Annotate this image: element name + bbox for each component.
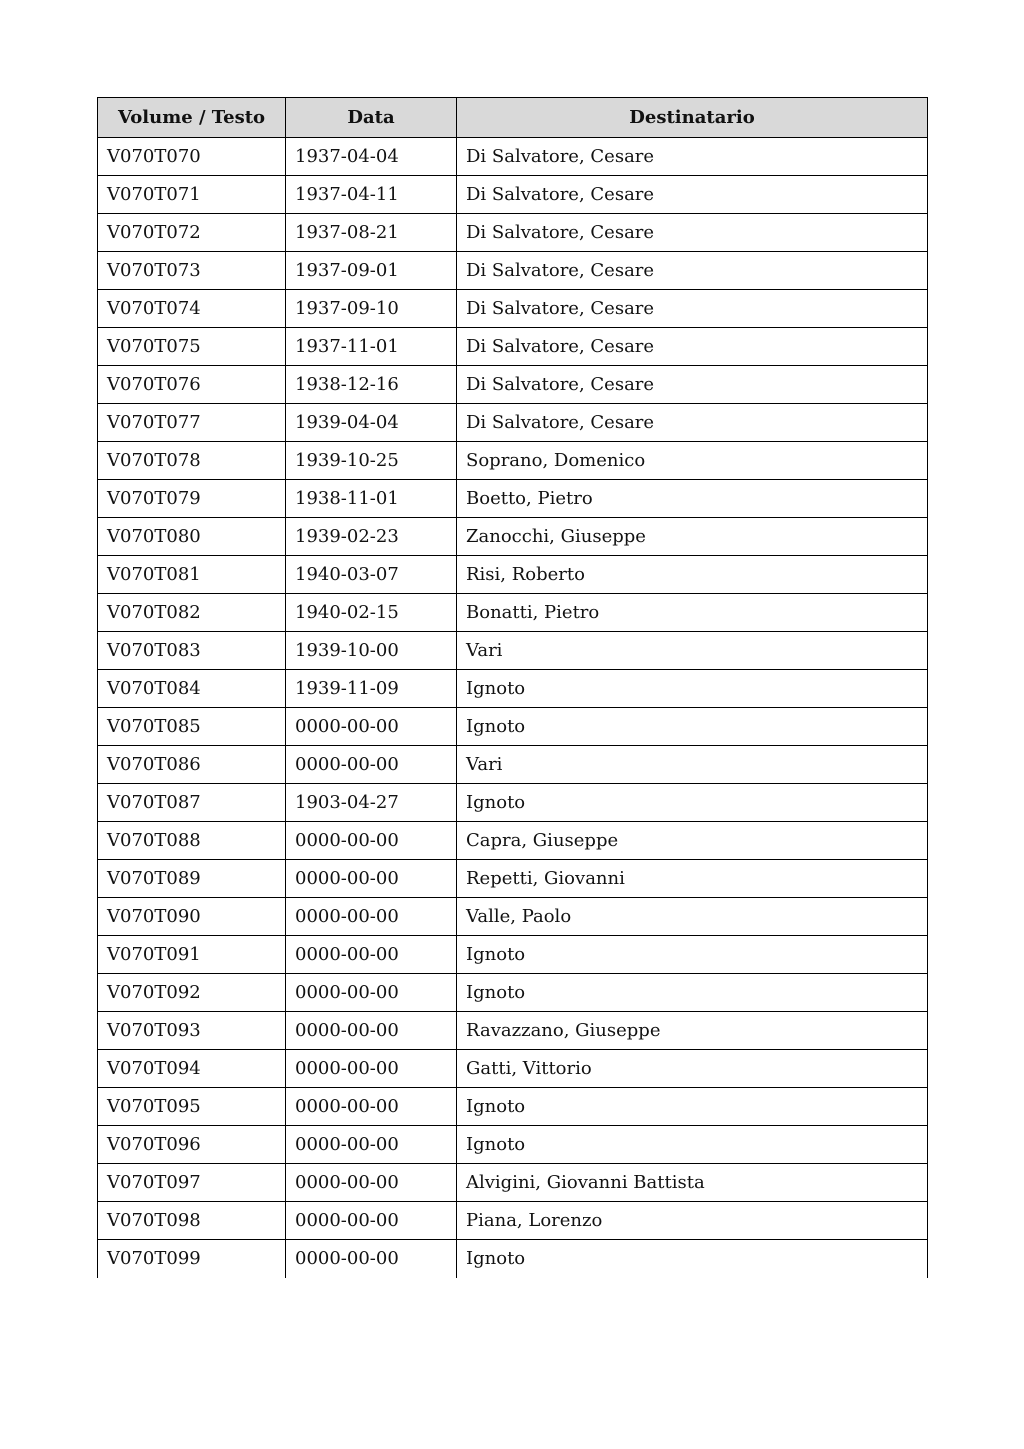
cell-volume: V070T082 (98, 594, 286, 632)
table-row (98, 1088, 928, 1126)
cell-recipient: Ignoto (457, 708, 928, 746)
cell-date: 1903-04-27 (286, 784, 457, 822)
cell-recipient: Di Salvatore, Cesare (457, 176, 928, 214)
cell-volume: V070T085 (98, 708, 286, 746)
cell-recipient: Soprano, Domenico (457, 442, 928, 480)
table-row (98, 138, 928, 176)
table-row (98, 1126, 928, 1164)
cell-recipient: Alvigini, Giovanni Battista (457, 1164, 928, 1202)
table-row (98, 746, 928, 784)
cell-date: 0000-00-00 (286, 974, 457, 1012)
table-row (98, 176, 928, 214)
cell-date: 1939-10-25 (286, 442, 457, 480)
cell-recipient: Ignoto (457, 784, 928, 822)
cell-date: 0000-00-00 (286, 1012, 457, 1050)
table-header (98, 98, 928, 138)
column-header-recipient: Destinatario (457, 98, 928, 138)
cell-date: 0000-00-00 (286, 936, 457, 974)
cell-recipient: Di Salvatore, Cesare (457, 366, 928, 404)
letters-table (97, 97, 928, 1278)
cell-volume: V070T081 (98, 556, 286, 594)
table-row (98, 518, 928, 556)
cell-volume: V070T099 (98, 1240, 286, 1278)
table-row (98, 556, 928, 594)
table-row (98, 860, 928, 898)
table-row (98, 480, 928, 518)
cell-date: 1937-09-10 (286, 290, 457, 328)
cell-volume: V070T089 (98, 860, 286, 898)
cell-volume: V070T098 (98, 1202, 286, 1240)
cell-volume: V070T086 (98, 746, 286, 784)
table-row (98, 1164, 928, 1202)
cell-recipient: Ignoto (457, 936, 928, 974)
cell-recipient: Ravazzano, Giuseppe (457, 1012, 928, 1050)
cell-recipient: Boetto, Pietro (457, 480, 928, 518)
table-row (98, 632, 928, 670)
table-row (98, 1050, 928, 1088)
cell-volume: V070T091 (98, 936, 286, 974)
cell-volume: V070T088 (98, 822, 286, 860)
cell-volume: V070T074 (98, 290, 286, 328)
table-row (98, 328, 928, 366)
cell-date: 0000-00-00 (286, 1164, 457, 1202)
cell-recipient: Di Salvatore, Cesare (457, 252, 928, 290)
cell-date: 1937-04-04 (286, 138, 457, 176)
table-row (98, 442, 928, 480)
cell-recipient: Ignoto (457, 974, 928, 1012)
cell-volume: V070T071 (98, 176, 286, 214)
table-row (98, 974, 928, 1012)
cell-recipient: Risi, Roberto (457, 556, 928, 594)
cell-recipient: Di Salvatore, Cesare (457, 404, 928, 442)
cell-volume: V070T073 (98, 252, 286, 290)
cell-date: 1937-09-01 (286, 252, 457, 290)
cell-date: 1937-04-11 (286, 176, 457, 214)
cell-volume: V070T075 (98, 328, 286, 366)
cell-date: 1939-04-04 (286, 404, 457, 442)
cell-volume: V070T076 (98, 366, 286, 404)
cell-date: 0000-00-00 (286, 1126, 457, 1164)
cell-date: 1939-11-09 (286, 670, 457, 708)
cell-date: 1938-12-16 (286, 366, 457, 404)
cell-recipient: Di Salvatore, Cesare (457, 138, 928, 176)
cell-recipient: Gatti, Vittorio (457, 1050, 928, 1088)
cell-volume: V070T072 (98, 214, 286, 252)
cell-volume: V070T096 (98, 1126, 286, 1164)
cell-date: 1940-03-07 (286, 556, 457, 594)
table-row (98, 404, 928, 442)
cell-date: 1938-11-01 (286, 480, 457, 518)
cell-recipient: Zanocchi, Giuseppe (457, 518, 928, 556)
cell-recipient: Ignoto (457, 1240, 928, 1278)
cell-recipient: Vari (457, 746, 928, 784)
cell-volume: V070T078 (98, 442, 286, 480)
table-row (98, 708, 928, 746)
cell-recipient: Di Salvatore, Cesare (457, 290, 928, 328)
cell-recipient: Capra, Giuseppe (457, 822, 928, 860)
cell-volume: V070T092 (98, 974, 286, 1012)
cell-recipient: Bonatti, Pietro (457, 594, 928, 632)
cell-date: 1940-02-15 (286, 594, 457, 632)
header-row (98, 98, 928, 138)
cell-date: 0000-00-00 (286, 1050, 457, 1088)
cell-volume: V070T090 (98, 898, 286, 936)
cell-volume: V070T079 (98, 480, 286, 518)
cell-volume: V070T083 (98, 632, 286, 670)
cell-recipient: Piana, Lorenzo (457, 1202, 928, 1240)
cell-date: 0000-00-00 (286, 860, 457, 898)
cell-volume: V070T070 (98, 138, 286, 176)
table-row (98, 822, 928, 860)
table-row (98, 214, 928, 252)
column-header-date: Data (286, 98, 457, 138)
cell-date: 0000-00-00 (286, 822, 457, 860)
cell-date: 1939-02-23 (286, 518, 457, 556)
cell-date: 1939-10-00 (286, 632, 457, 670)
table-row (98, 670, 928, 708)
cell-date: 0000-00-00 (286, 708, 457, 746)
table-row (98, 366, 928, 404)
cell-date: 1937-08-21 (286, 214, 457, 252)
cell-date: 0000-00-00 (286, 1202, 457, 1240)
cell-volume: V070T087 (98, 784, 286, 822)
cell-volume: V070T080 (98, 518, 286, 556)
cell-volume: V070T077 (98, 404, 286, 442)
cell-recipient: Ignoto (457, 670, 928, 708)
cell-date: 0000-00-00 (286, 1240, 457, 1278)
table-row (98, 936, 928, 974)
cell-volume: V070T094 (98, 1050, 286, 1088)
cell-recipient: Ignoto (457, 1088, 928, 1126)
cell-recipient: Vari (457, 632, 928, 670)
cell-volume: V070T095 (98, 1088, 286, 1126)
table-body (98, 138, 928, 1278)
cell-date: 0000-00-00 (286, 746, 457, 784)
cell-recipient: Di Salvatore, Cesare (457, 214, 928, 252)
cell-volume: V070T084 (98, 670, 286, 708)
cell-volume: V070T093 (98, 1012, 286, 1050)
cell-volume: V070T097 (98, 1164, 286, 1202)
cell-recipient: Valle, Paolo (457, 898, 928, 936)
cell-recipient: Di Salvatore, Cesare (457, 328, 928, 366)
cell-recipient: Ignoto (457, 1126, 928, 1164)
cell-recipient: Repetti, Giovanni (457, 860, 928, 898)
cell-date: 1937-11-01 (286, 328, 457, 366)
cell-date: 0000-00-00 (286, 898, 457, 936)
column-header-volume: Volume / Testo (98, 98, 286, 138)
table-row (98, 1202, 928, 1240)
table-row (98, 594, 928, 632)
table-row (98, 252, 928, 290)
table-row (98, 784, 928, 822)
cell-date: 0000-00-00 (286, 1088, 457, 1126)
table-row (98, 1240, 928, 1278)
table-row (98, 290, 928, 328)
table-row (98, 1012, 928, 1050)
table-row (98, 898, 928, 936)
